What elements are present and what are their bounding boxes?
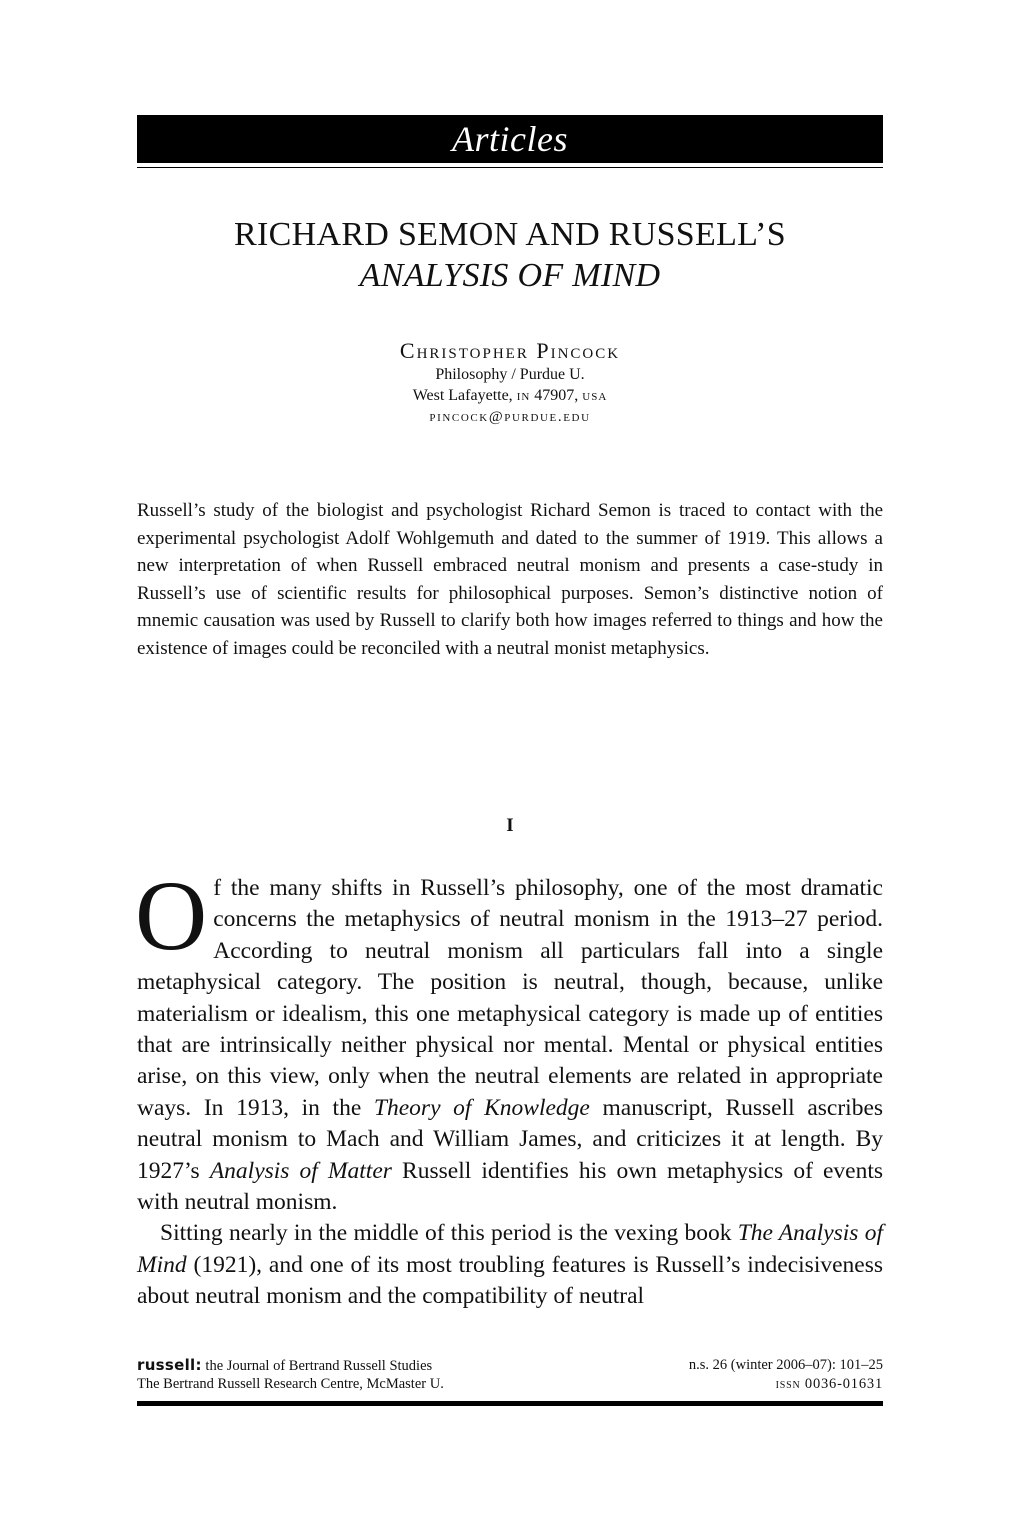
- drop-cap: O: [135, 860, 208, 971]
- section-banner: [137, 115, 883, 163]
- p2-text-a: Sitting nearly in the middle of this period is the vexing book: [160, 1220, 732, 1247]
- issn: issn 0036-01631: [775, 1376, 883, 1392]
- p2-text-b: (1921), and one of its most troubling features is Russell’s indecisiveness about neutral monism and the compatibility of neutral: [137, 1251, 884, 1310]
- author-address: [137, 385, 883, 406]
- work-title-theory-of-knowledge: Theory of Knowledge: [373, 1094, 590, 1121]
- author-affiliation: Philosophy / Purdue U.: [435, 366, 585, 383]
- address-country: usa: [582, 387, 608, 404]
- banner-rule: [137, 167, 883, 168]
- address-state: in: [516, 387, 531, 404]
- journal-line: [137, 1356, 432, 1375]
- footer-row-1: [137, 1356, 883, 1375]
- abstract: Russell’s study of the biologist and psychologist Richard Semon is traced to contact with the experimental psychologist Adolf Wohlgemuth and dated to the summer of 1919. This allows a new interpretation of when Russell embraced neutral monism and presents a case-study in Russell’s use of scientific results for philosophical purposes. Semon’s distinctive notion of mnemic causation was used by Russell to clarify both how images referred to things and how the existence of images could be reconciled with a neutral monist metaphysics.: [137, 500, 883, 659]
- paragraph-1: [135, 860, 884, 1218]
- address-city: West Lafayette,: [412, 387, 513, 404]
- p1-text-c: Russell identifies his own metaphysics of events with neutral monism.: [137, 1157, 884, 1216]
- work-title-analysis-of-matter: Analysis of Matter: [209, 1157, 392, 1184]
- page-footer: [137, 1356, 883, 1393]
- p1-text-b: manuscript, Russell ascribes neutral monism to Mach and William James, and criticizes it at length. By 1927’s: [137, 1094, 884, 1184]
- title-line-1: RICHARD SEMON AND RUSSELL’S: [234, 216, 786, 253]
- work-title-analysis-of-mind: The Analysis of Mind: [137, 1220, 883, 1278]
- paragraph-2: [137, 1218, 883, 1312]
- body-text: [135, 860, 884, 1313]
- journal-brand: russell:: [137, 1356, 202, 1374]
- journal-name: the Journal of Bertrand Russell Studies: [205, 1358, 433, 1374]
- author-block: [137, 338, 883, 428]
- publisher: The Bertrand Russell Research Centre, McMaster U.: [137, 1376, 444, 1392]
- footer-rule: [137, 1401, 883, 1406]
- section-heading: Articles: [452, 119, 568, 159]
- address-zip: 47907,: [534, 387, 579, 404]
- p1-text-a: f the many shifts in Russell’s philosophy, one of the most dramatic concerns the metaphysics of neutral monism in the 1913–27 period. According to neutral monism all particulars fall into a single metaphysical category. The position is neutral, though, because, unlike materialism or idealism, this one metaphysical category is made up of entities that are intrinsically neither physical nor mental. Mental or physical entities arise, on this view, only when the neutral elements are related in appropriate ways. In 1913, in the: [137, 875, 883, 1121]
- footer-row-2: [137, 1375, 883, 1393]
- article-title: [137, 214, 883, 296]
- citation: n.s. 26 (winter 2006–07): 101–25: [688, 1357, 883, 1373]
- title-line-2: ANALYSIS OF MIND: [359, 257, 661, 294]
- author-email[interactable]: pincock@purdue.edu: [429, 409, 591, 425]
- author-name: Christopher Pincock: [399, 338, 621, 363]
- section-number: I: [506, 815, 514, 836]
